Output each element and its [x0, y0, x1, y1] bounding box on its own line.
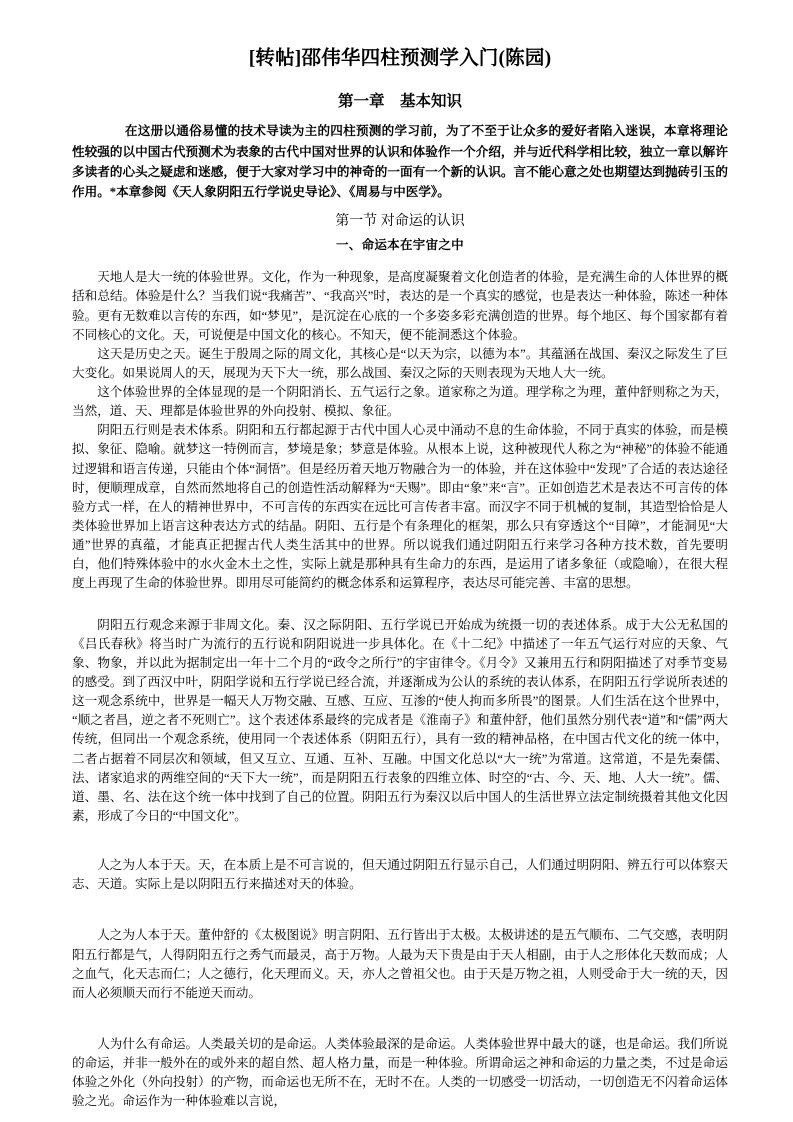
page-title: [转帖]邵伟华四柱预测学入门(陈园) [248, 48, 552, 69]
chapter-heading: 第一章 基本知识 [337, 93, 462, 111]
body-paragraph: 阴阳五行观念来源于非周文化。秦、汉之际阴阳、五行学说已开始成为统摄一切的表述体系。成于大公无私国的《吕氏春秋》将当时广为流行的五行说和阴阳说进一步具体化。在《十二纪》中描述了一年五气运行对应的天象、气象、物象，并以此为据制定出一年十二个月的“政令之所行”的宇宙律令。《月令》又兼用五行和阴阳描述了对季节变易的感受。到了西汉中叶，阴阳学说和五行学说已经合流，并逐渐成为公认的系统的表认体系，在阴阳五行学说所表述的这一观念系统中，世界是一幅天人万物交融、互感、互应、互渗的“使人拘而多所畏”的图景。人们生活在这个世界中，“顺之者昌，逆之者不死则亡”。这个表述体系最终的完成者是《淮南子》和董仲舒，他们虽然分别代表“道”和“儒”两大传统，但同出一个观念系统，使用同一个表述体系（阴阳五行），具有一致的精神品格，在中国古代文化的统一体中，二者占据着不同层次和领域，但又互立、互通、互补、互融。中国文化总以“大一统”为常道。这常道，不是先秦儒、法、诸家追求的两维空间的“天下大一统”，而是阴阳五行表象的四维立体、时空的“古、今、天、地、人大一统”。儒、道、墨、名、法在这个统一体中找到了自己的位置。阴阳五行为秦汉以后中国人的生活世界立法定制统摄着其他文化因素，形成了今日的“中国文化”。 [72, 617, 728, 824]
body-paragraph: 人为什么有命运。人类最关切的是命运。人类体验最深的是命运。人类体验世界中最大的谜，也是命运。我们所说的命运，并非一般外在的或外来的超自然、超人格力量，而是一种体验。所谓命运之神和命运的力量之类，不过是命运体验之外化（外向投射）的产物，而命运也无所不在，无时不在。人类的一切感受一切活动，一切创造无不闪着命运体验之光。命运作为一种体验难以言说， [72, 1037, 728, 1109]
subsection-heading: 一、命运本在宇宙之中 [335, 238, 464, 253]
body-paragraph: 人之为人本于天。天，在本质上是不可言说的，但天通过阴阳五行显示自己，人们通过明阴阳、辨五行可以体察天志、天道。实际上是以阴阳五行来描述对天的体验。 [72, 858, 728, 892]
body-paragraph: 这个体验世界的全体显现的是一个阴阳消长、五气运行之象。道家称之为道。理学称之为理，董仲舒则称之为天，当然，道、天、理都是体验世界的外向投射、模拟、象征。 [72, 385, 728, 419]
body-paragraph: 阴阳五行则是表术体系。阴阳和五行都起源于古代中国人心灵中涌动不息的生命体验，不同于真实的体验，而是模拟、象征、隐喻。就梦这一特例而言，梦境是象；梦意是体验。从根本上说，这种被现代人称之为“神秘”的体验不能通过逻辑和语言传递，只能由个体“洞悟”。但是经历着天地万物融合为一的体验，并在这体验中“发现”了合适的表达途径时，便顺理成章，自然而然地将自己的创造性活动解释为“天赐”。即由“象”来“言”。正如创造艺术是表达不可言传的体验方式一样，在人的精神世界中，不可言传的东西实在远比可言传者丰富。而汉字不同于机械的复制，其造型恰恰是人类体验世界加上语言这种表达方式的结晶。阴阳、五行是个有条理化的框架，那么只有穿透这个“目障”，才能洞见“大通”世界的真蕴，才能真正把握古代人类生活其中的世界。所以说我们通过阴阳五行来学习各种方技术数，首先要明白，他们特殊体验中的水火金木土之性，实际上就是那种具有生命力的东西，是运用了诸多象征（或隐喻），在很大程度上再现了生命的体验世界。即用尽可能简约的概念体系和运算程序，表达尽可能完善、丰富的思想。 [72, 423, 728, 591]
body-paragraph: 天地人是大一统的体验世界。文化，作为一种现象，是高度凝聚着文化创造者的体验，是充满生命的人体世界的概括和总结。体验是什么？当我们说“我痛苦”、“我高兴”时，表达的是一个真实的感觉，也是表达一种体验，陈述一种体验。更有无数难以言传的东西，如“梦见”，是沉淀在心底的一个多姿多彩充满创造的世界。每个地区、每个国家都有着不同核心的文化。天，可说便是中国文化的核心。不知天，便不能洞悉这个体验。 [72, 270, 728, 342]
intro-paragraph: 在这册以通俗易懂的技术导读为主的四柱预测的学习前，为了不至于让众多的爱好者陷入迷误，本章将理论性较强的以中国古代预测术为表象的古代中国对世界的认识和体验作一个介绍，并与近代科学相比较，独立一章以解许多读者的心头之疑虑和迷感，便于大家对学习中的神奇的一面有一个新的认识。言不能心意之处也期望达到抛砖引玉的作用。*本章参阅《天人象阴阳五行学说史导论》、《周易与中医学》。 [72, 124, 728, 200]
body-paragraph: 这天是历史之天。诞生于殷周之际的周文化，其核心是“以天为宗，以德为本”。其蕴涵在战国、秦汉之际发生了巨大变化。如果说周人的天，展现为天下大一统，那么战国、秦汉之际的天则表现为天地人大一统。 [72, 346, 728, 380]
document-content [72, 0, 728, 1112]
section-heading: 第一节 对命运的认识 [335, 213, 465, 229]
body-paragraph: 人之为人本于天。董仲舒的《太极图说》明言阴阳、五行皆出于太极。太极讲述的是五气顺布、二气交感，表明阴阳五行都是气，人得阴阳五行之秀气而最灵，高于万物。人最为天下贵是由于天人相副，由于人之形体化天数而成；人之血气，化天志而仁；人之德行，化天理而义。天，亦人之曾祖父也。由于天是万物之祖，人则受命于大一统的天，因而人必须顺天而行不能逆天而动。 [72, 928, 728, 1000]
